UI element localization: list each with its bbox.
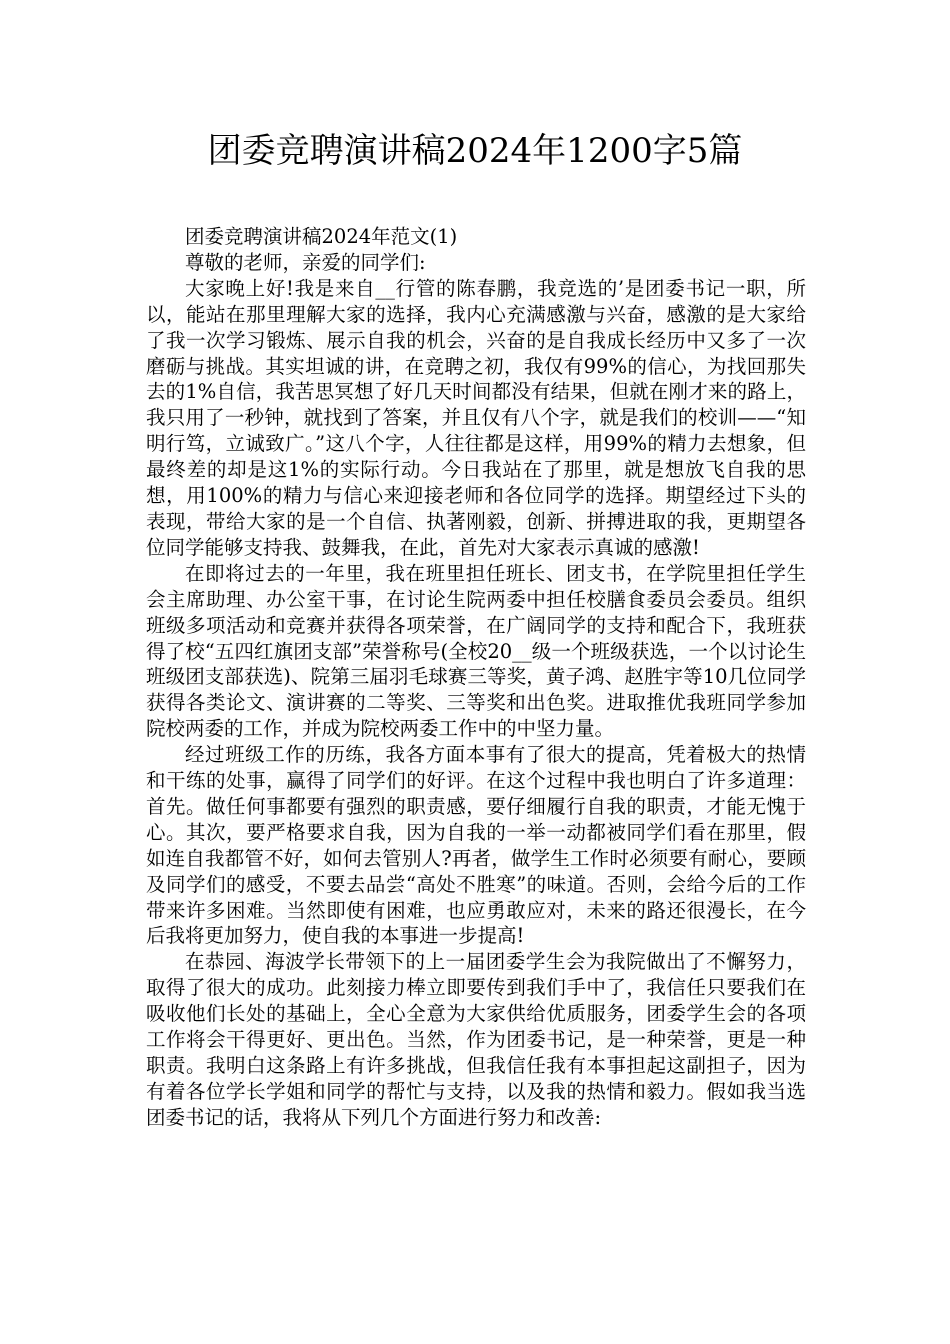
document-title: 团委竞聘演讲稿2024年1200字5篇 [207,131,743,171]
paragraph-2: 在即将过去的一年里，我在班里担任班长、团支书，在学院里担任学生会主席助理、办公室干事，在讨论生院两委中担任校膳食委员会委员。组织班级多项活动和竞赛并获得各项荣誉，在广阔同学的支持和配合下，我班获得了校“五四红旗团支部”荣誉称号(全校20__级一个班级获选，一个以讨论生班级团支部获选)、院第三届羽毛球赛三等奖，黄子鸿、赵胜宇等10几位同学获得各类论文、演讲赛的二等奖、三等奖和出色奖。进取推优我班同学参加院校两委的工作，并成为院校两委工作中的中坚力量。 [146,561,806,741]
salutation: 尊敬的老师，亲爱的同学们: [185,250,426,274]
paragraph-3: 经过班级工作的历练，我各方面本事有了很大的提高，凭着极大的热情和干练的处事，赢得了同学们的好评。在这个过程中我也明白了许多道理：首先。做任何事都要有强烈的职责感，要仔细履行自我的职责，才能无愧于心。其次，要严格要求自我，因为自我的一举一动都被同学们看在那里，假如连自我都管不好，如何去管别人?再者，做学生工作时必须要有耐心，要顾及同学们的感受，不要去品尝“高处不胜寒”的味道。否则，会给今后的工作带来许多困难。当然即使有困难，也应勇敢应对，未来的路还很漫长，在今后我将更加努力，使自我的本事进一步提高! [146,743,806,948]
paragraph-1: 大家晚上好!我是来自__行管的陈春鹏，我竞选的’是团委书记一职，所以，能站在那里理解大家的选择，我内心充满感激与兴奋，感激的是大家给了我一次学习锻炼、展示自我的机会，兴奋的是自我成长经历中又多了一次磨砺与挑战。其实坦诚的讲，在竞聘之初，我仅有99%的信心，为找回那失去的1%自信，我苦思冥想了好几天时间都没有结果，但就在刚才来的路上，我只用了一秒钟，就找到了答案，并且仅有八个字，就是我们的校训——“知明行笃，立诚致广。”这八个字，人往往都是这样，用99%的精力去想象，但最终差的却是这1%的实际行动。今日我站在了那里，就是想放飞自我的思想，用100%的精力与信心来迎接老师和各位同学的选择。期望经过下头的表现，带给大家的是一个自信、执著刚毅，创新、拼搏进取的我，更期望各位同学能够支持我、鼓舞我，在此，首先对大家表示真诚的感激! [146,276,806,559]
section-heading: 团委竞聘演讲稿2024年范文(1) [185,225,458,248]
paragraph-4: 在恭园、海波学长带领下的上一届团委学生会为我院做出了不懈努力，取得了很大的成功。此刻接力棒立即要传到我们手中了，我信任只要我们在吸收他们长处的基础上，全心全意为大家供给优质服务，团委学生会的各项工作将会干得更好、更出色。当然，作为团委书记，是一种荣誉，更是一种职责。我明白这条路上有许多挑战，但我信任我有本事担起这副担子，因为有着各位学长学姐和同学的帮忙与支持，以及我的热情和毅力。假如我当选团委书记的话，我将从下列几个方面进行努力和改善: [146,950,806,1129]
document-body [146,224,806,1131]
